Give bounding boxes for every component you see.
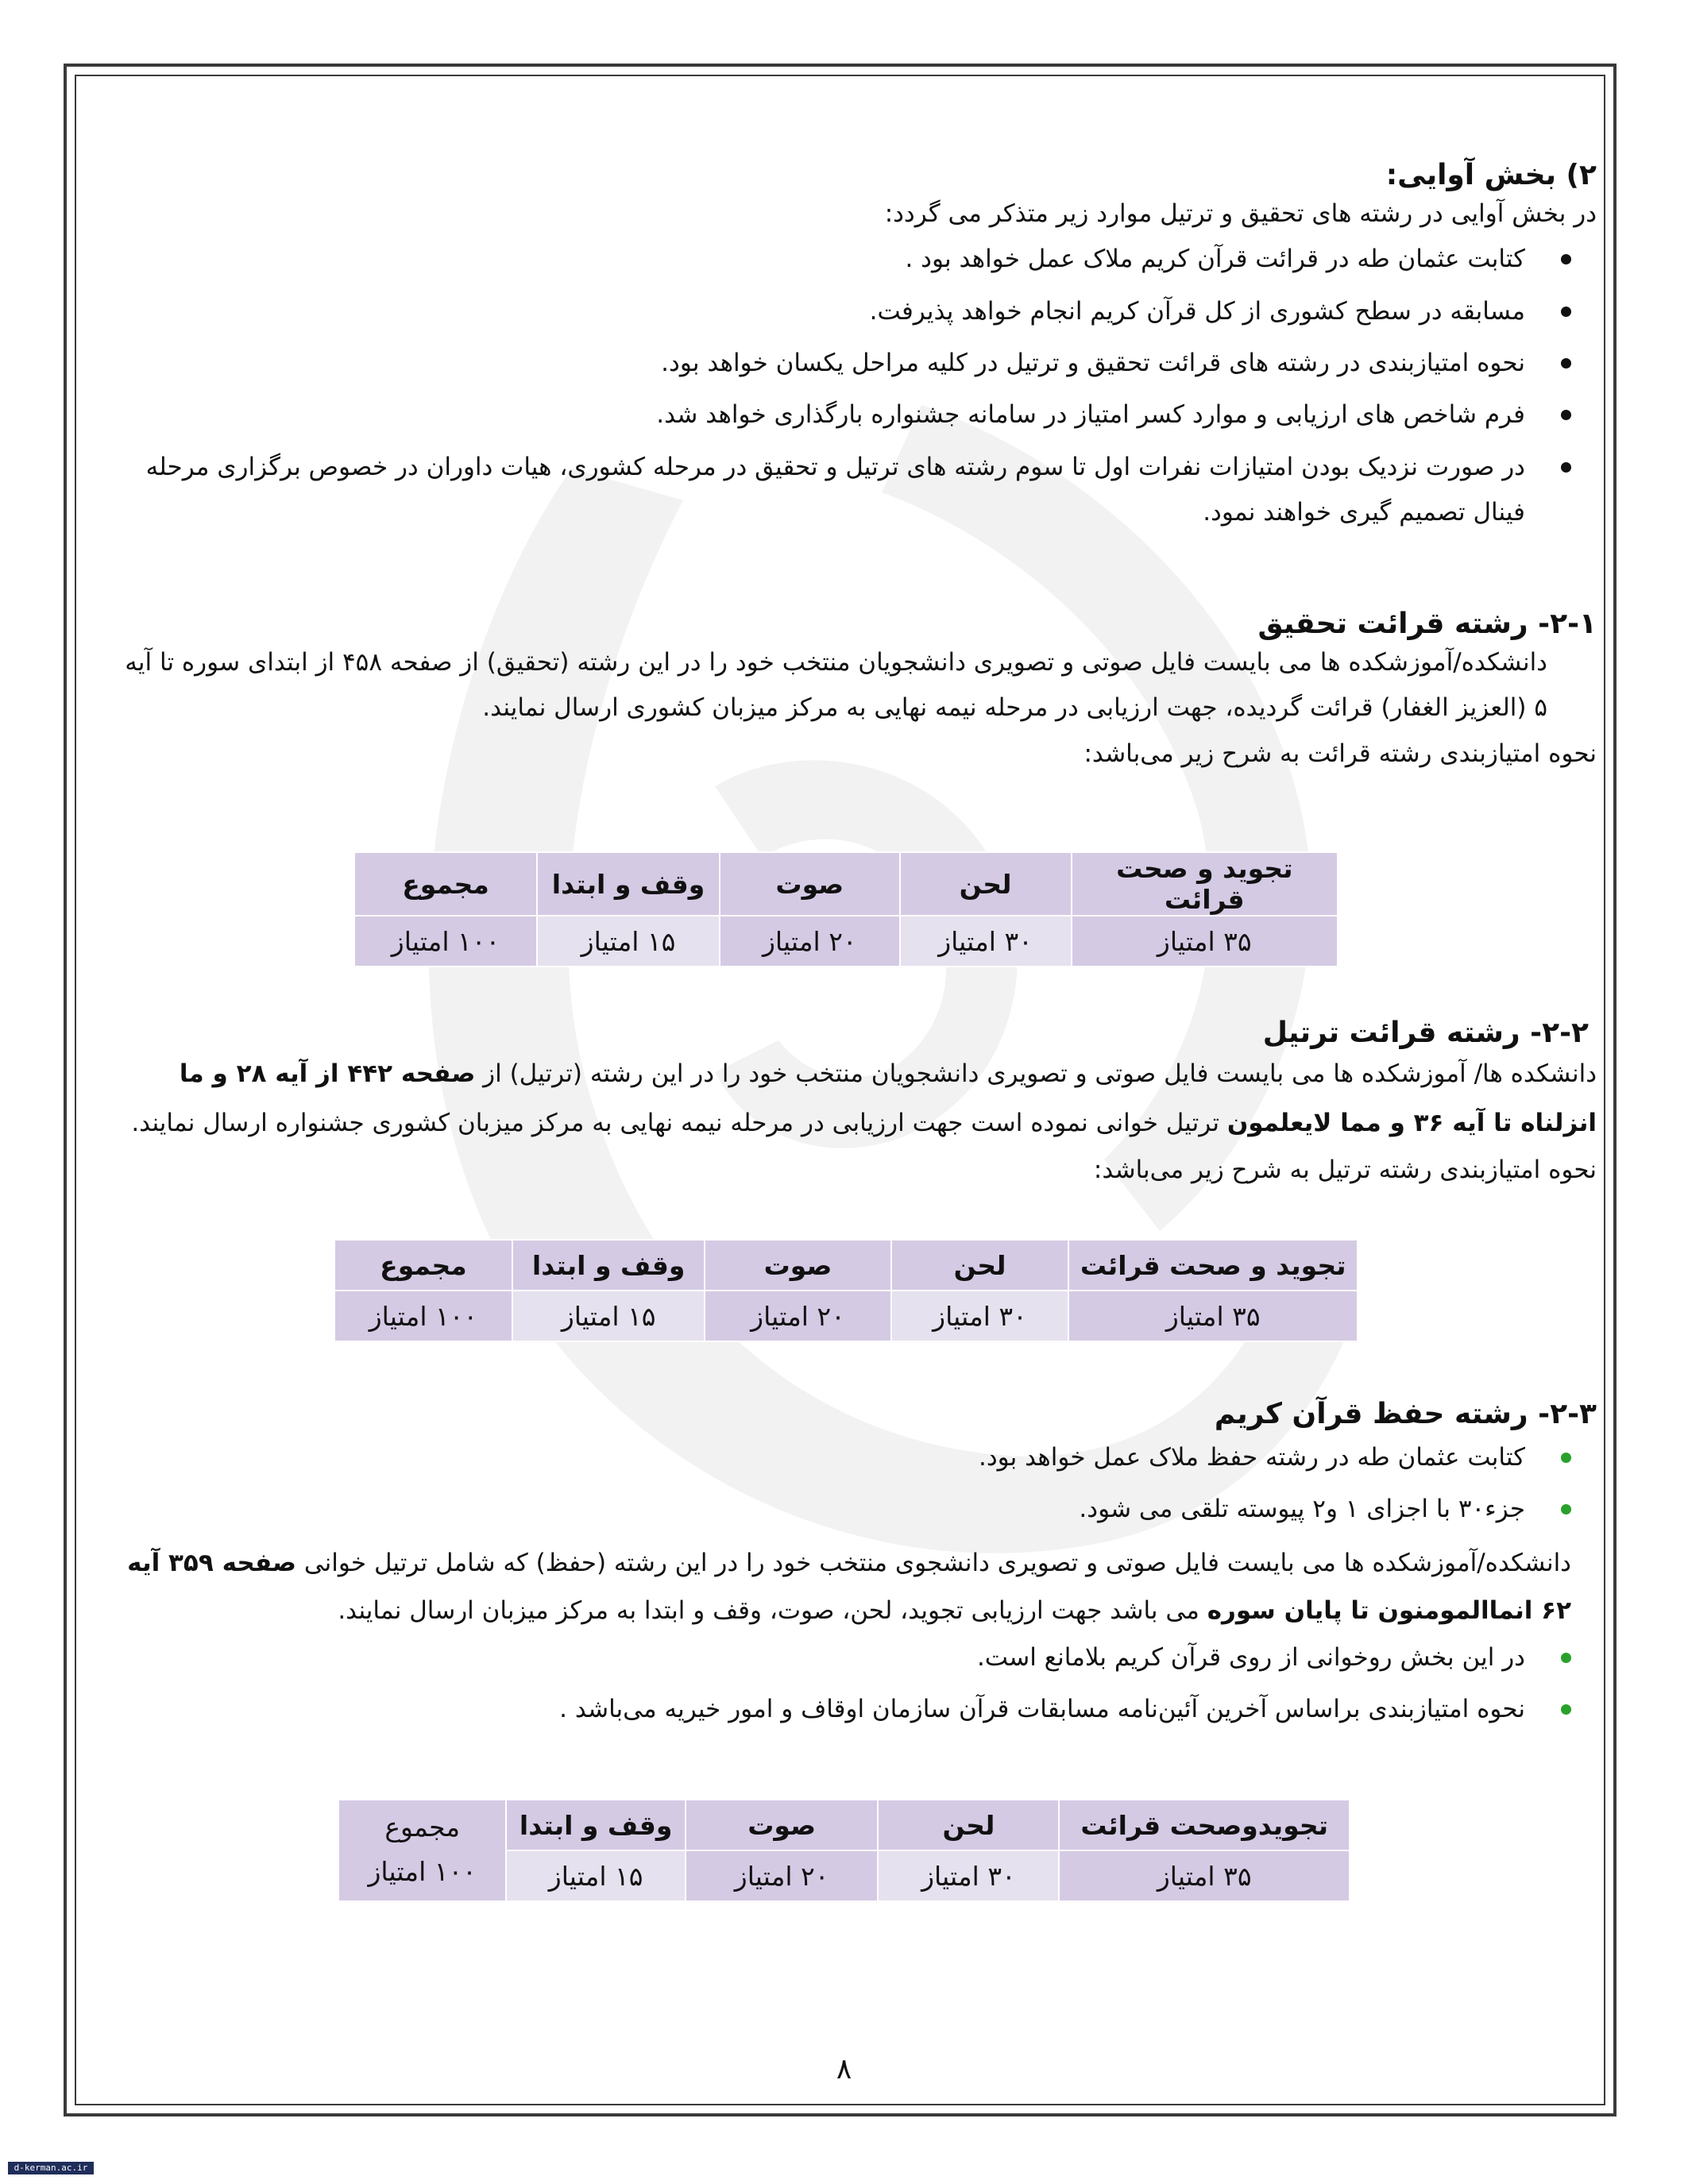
hefz-score-table <box>338 1799 1350 1902</box>
table-cell: ۳۰ امتیاز <box>900 916 1072 967</box>
list-item: نحوه امتیازبندی براساس آخرین آئین‌نامه مسابقات قرآن سازمان اوقاف و امور خیریه می‌باشد . <box>111 1687 1525 1732</box>
table-cell: ۳۰ امتیاز <box>878 1850 1059 1901</box>
hefz-title: ۲-۳- رشته حفظ قرآن کریم <box>1214 1398 1597 1430</box>
table-cell: ۱۰۰ امتیاز <box>354 916 537 967</box>
table-header: مجموع <box>354 852 537 916</box>
section-title: ۲) بخش آوایی: <box>1385 159 1597 191</box>
table-cell: ۱۵ امتیاز <box>506 1850 685 1901</box>
list-item: جزء۳۰ با اجزای ۱ و۲ پیوسته تلقی می شود. <box>111 1487 1525 1532</box>
table-cell: ۲۰ امتیاز <box>705 1291 890 1341</box>
table-cell: ۱۰۰ امتیاز <box>334 1291 512 1341</box>
table-header: تجویدوصحت قرائت <box>1059 1800 1350 1850</box>
table-header: لحن <box>900 852 1072 916</box>
list-item: کتابت عثمان طه در رشته حفظ ملاک عمل خواهد بود. <box>111 1435 1525 1480</box>
table-header: مجموع <box>334 1240 512 1291</box>
hefz-bullet-list-a <box>111 1435 1597 1533</box>
hefz-bullet-list-b <box>111 1635 1597 1733</box>
table-header: تجوید و صحت قرائت <box>1068 1240 1358 1291</box>
table-header: لحن <box>878 1800 1059 1850</box>
list-item: کتابت عثمان طه در قرائت قرآن کریم ملاک عمل خواهد بود . <box>111 237 1525 282</box>
table-cell: ۳۵ امتیاز <box>1068 1291 1358 1341</box>
table-header: وقف و ابتدا <box>537 852 720 916</box>
table-header: صوت <box>686 1800 879 1850</box>
tartil-score-table <box>334 1239 1358 1342</box>
hefz-body: دانشکده/آموزشکده ها می بایست فایل صوتی و تصویری دانشجوی منتخب خود را در این رشته (حفظ) که شامل ترتیل خوانی صفحه ۳۵۹ آیه ۶۲ انماالمومنون تا پایان سوره می باشد جهت ارزیابی تجوید، لحن، صوت، وقف و ابتدا به مرکز میزبان ارسال نمایند. <box>127 1548 1571 1626</box>
table-cell: ۱۵ امتیاز <box>512 1291 705 1341</box>
list-item: در صورت نزدیک بودن امتیازات نفرات اول تا سوم رشته های ترتیل و تحقیق در مرحله کشوری، هیات داوران در خصوص برگزاری مرحله فینال تصمیم گیری خواهند نمود. <box>111 445 1525 536</box>
table-cell: ۳۵ امتیاز <box>1059 1850 1350 1901</box>
table-header: وقف و ابتدا <box>512 1240 705 1291</box>
footer-logo: d-kerman.ac.ir <box>8 2162 94 2174</box>
section-intro: در بخش آوایی در رشته های تحقیق و ترتیل موارد زیر متذکر می گردد: <box>884 199 1597 228</box>
table-cell: ۲۰ امتیاز <box>686 1850 879 1901</box>
tahqiq-title: ۲-۱- رشته قرائت تحقیق <box>1257 608 1597 640</box>
table-header: صوت <box>705 1240 890 1291</box>
table-sum-cell: مجموع ۱۰۰ امتیاز <box>338 1800 506 1901</box>
tahqiq-scoring-intro: نحوه امتیازبندی رشته قرائت به شرح زیر می‌باشد: <box>1083 739 1597 768</box>
table-header: صوت <box>720 852 899 916</box>
tartil-body: دانشکده ها/ آموزشکده ها می بایست فایل صوتی و تصویری دانشجویان منتخب خود را در این رشته (ترتیل) از صفحه ۴۴۲ از آیه ۲۸ و ما انزلناه تا آیه ۳۶ و مما لایعلمون ترتیل خوانی نموده است جهت ارزیابی در مرحله نیمه نهایی به مرکز میزبان کشوری جشنواره ارسال نمایند. <box>131 1059 1597 1137</box>
list-item: نحوه امتیازبندی در رشته های قرائت تحقیق و ترتیل در کلیه مراحل یکسان خواهد بود. <box>111 341 1525 386</box>
list-item: مسابقه در سطح کشوری از کل قرآن کریم انجام خواهد پذیرفت. <box>111 289 1525 334</box>
tartil-title: ۲-۲- رشته قرائت ترتیل <box>1262 1017 1589 1049</box>
tahqiq-score-table <box>353 851 1338 967</box>
tahqiq-body: دانشکده/آموزشکده ها می بایست فایل صوتی و تصویری دانشجویان منتخب خود را در این رشته (تحقیق) از صفحه ۴۵۸ از ابتدای سوره تا آیه ۵ (العزیز الغفار) قرائت گردیده، جهت ارزیابی در مرحله نیمه نهایی به مرکز میزبان کشوری ارسال نمایند. <box>125 648 1547 723</box>
table-header: وقف و ابتدا <box>506 1800 685 1850</box>
table-cell: ۳۰ امتیاز <box>891 1291 1069 1341</box>
page-number: ۸ <box>836 2053 852 2086</box>
list-item: در این بخش روخوانی از روی قرآن کریم بلامانع است. <box>111 1635 1525 1680</box>
table-cell: ۲۰ امتیاز <box>720 916 899 967</box>
tartil-scoring-intro: نحوه امتیازبندی رشته ترتیل به شرح زیر می‌باشد: <box>1093 1156 1597 1184</box>
table-header: لحن <box>891 1240 1069 1291</box>
list-item: فرم شاخص های ارزیابی و موارد کسر امتیاز در سامانه جشنواره بارگذاری خواهد شد. <box>111 392 1525 438</box>
section-bullet-list <box>111 237 1597 535</box>
page-content <box>111 159 1597 2049</box>
table-header: تجوید و صحت قرائت <box>1072 852 1338 916</box>
table-cell: ۳۵ امتیاز <box>1072 916 1338 967</box>
table-cell: ۱۵ امتیاز <box>537 916 720 967</box>
